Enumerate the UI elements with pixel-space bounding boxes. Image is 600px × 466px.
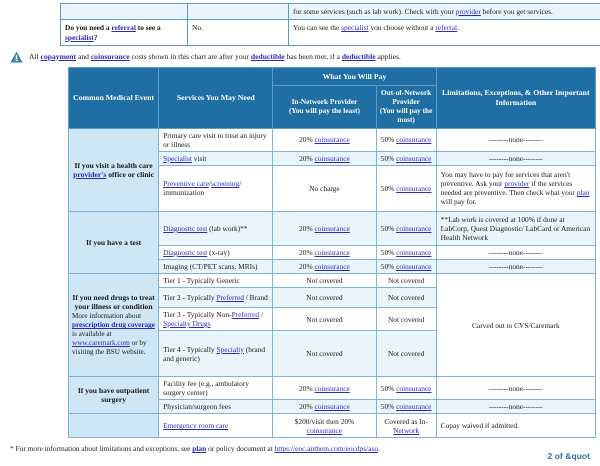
inline-text: Copay waived if admitted. bbox=[441, 421, 519, 430]
out-of-network-cost-cell bbox=[376, 377, 436, 400]
inline-link[interactable]: Diagnostic test bbox=[163, 248, 207, 257]
inline-text: for some services (such as lab work). Check with your bbox=[293, 7, 456, 16]
medical-event-note bbox=[72, 312, 155, 357]
limitations-cell bbox=[436, 128, 595, 151]
inline-text: visit bbox=[192, 154, 207, 163]
inline-text: --------none-------- bbox=[489, 384, 543, 393]
inline-text: * For more information about limitations and exceptions, see bbox=[10, 444, 192, 453]
medical-event-label bbox=[72, 386, 155, 405]
table-row bbox=[69, 211, 596, 245]
inline-link[interactable]: Specialty Drugs bbox=[163, 319, 210, 328]
inline-text: Tier 2 - Typically bbox=[163, 293, 216, 302]
col-header-what-you-will-pay: What You Will Pay bbox=[273, 67, 436, 86]
inline-text: You can see the bbox=[293, 23, 341, 32]
continuation-middle-cell bbox=[188, 4, 289, 20]
inline-text: Not covered bbox=[306, 315, 342, 324]
inline-text: . bbox=[457, 23, 459, 32]
inline-link[interactable]: referral bbox=[435, 23, 457, 32]
in-network-label: In-Network Provider bbox=[292, 97, 358, 106]
inline-text: (lab work)** bbox=[207, 224, 247, 233]
inline-text: or by visiting the BSU website. bbox=[72, 339, 147, 356]
out-of-network-cost-cell bbox=[376, 273, 436, 287]
inline-link[interactable]: coinsurance bbox=[91, 52, 130, 61]
inline-text: Not covered bbox=[306, 276, 342, 285]
inline-text: 20% bbox=[299, 224, 314, 233]
in-network-cost-cell bbox=[273, 414, 376, 438]
inline-text: is available at bbox=[72, 330, 112, 338]
inline-text: 20% bbox=[299, 135, 314, 144]
col-header-out-of-network bbox=[376, 86, 436, 129]
out-of-network-cost-cell bbox=[376, 400, 436, 414]
inline-link[interactable]: coinsurance bbox=[315, 262, 350, 271]
inline-link[interactable]: screening bbox=[211, 179, 239, 188]
inline-text: 50% bbox=[381, 184, 396, 193]
inline-link[interactable]: coinsurance bbox=[396, 248, 431, 257]
inline-text: Do you need a bbox=[65, 23, 111, 32]
medical-event-label bbox=[72, 161, 155, 180]
benefits-table-head bbox=[69, 67, 596, 128]
in-network-cost-cell bbox=[273, 377, 376, 400]
inline-text: **Lab work is covered at 100% if done at LabCorp, Quest Diagnostic/ LabCard or American Health Network bbox=[441, 215, 590, 242]
inline-link[interactable]: provider bbox=[504, 179, 529, 188]
in-network-cost-cell bbox=[273, 211, 376, 245]
medical-event-cell bbox=[69, 128, 159, 211]
table-row bbox=[69, 128, 596, 151]
header-row-top bbox=[69, 67, 596, 86]
inline-text: 50% bbox=[381, 248, 396, 257]
out-network-sublabel: (You will pay the most) bbox=[380, 106, 433, 124]
out-of-network-cost-cell bbox=[376, 165, 436, 211]
col-header-in-network bbox=[273, 86, 376, 129]
inline-link[interactable]: provider bbox=[456, 7, 481, 16]
inline-text: Tier 1 - Typically Generic bbox=[163, 276, 240, 285]
inline-text: / Brand bbox=[244, 293, 268, 302]
in-network-cost-cell bbox=[273, 151, 376, 165]
inline-text: 50% bbox=[381, 384, 396, 393]
in-network-cost-cell bbox=[273, 400, 376, 414]
warning-triangle-icon bbox=[10, 51, 23, 63]
inline-text: Not covered bbox=[306, 293, 342, 302]
service-cell bbox=[159, 151, 273, 165]
medical-event-cell bbox=[69, 211, 159, 273]
medical-event-label bbox=[72, 238, 155, 247]
medical-event-cell bbox=[69, 377, 159, 414]
col-header-services-you-may-need: Services You May Need bbox=[159, 67, 273, 128]
inline-text: Imaging (CT/PET scans, MRIs) bbox=[163, 262, 257, 271]
service-cell bbox=[159, 128, 273, 151]
inline-text: has been met, if a bbox=[285, 52, 342, 61]
service-cell bbox=[159, 211, 273, 245]
inline-text: 50% bbox=[381, 154, 396, 163]
inline-text: Facility fee (e.g., ambulatory surgery center) bbox=[163, 379, 249, 397]
inline-text: / bbox=[209, 179, 211, 188]
footnote bbox=[10, 444, 600, 454]
inline-text: $200/visit then 20% bbox=[295, 417, 355, 426]
inline-link[interactable]: https://eoc.anthem.com/eocdps/aso bbox=[275, 444, 378, 453]
inline-text: and bbox=[76, 52, 91, 61]
page-number: 2 of &quot bbox=[548, 451, 590, 461]
inline-text: will pay for. bbox=[441, 197, 477, 206]
inline-link[interactable]: Specialty bbox=[216, 345, 244, 354]
inline-link[interactable]: deductible bbox=[251, 52, 285, 61]
out-of-network-cost-cell bbox=[376, 211, 436, 245]
inline-link[interactable]: Network bbox=[393, 426, 419, 435]
inline-link[interactable]: plan bbox=[577, 188, 590, 197]
inline-text: --------none-------- bbox=[489, 262, 543, 271]
continuation-answer-cell bbox=[289, 4, 600, 20]
service-cell bbox=[159, 165, 273, 211]
inline-text: 50% bbox=[381, 135, 396, 144]
out-of-network-cost-cell bbox=[376, 128, 436, 151]
inline-text: Not covered bbox=[388, 293, 424, 302]
inline-text: if the services needed are preventive. Then check what your bbox=[441, 179, 577, 197]
inline-text: Not covered bbox=[388, 349, 424, 358]
col-header-limitations: Limitations, Exceptions, & Other Important Information bbox=[436, 67, 595, 128]
service-cell bbox=[159, 414, 273, 438]
inline-text: 20% bbox=[299, 384, 314, 393]
out-of-network-cost-cell bbox=[376, 245, 436, 259]
inline-link[interactable]: coinsurance bbox=[396, 224, 431, 233]
inline-text: you choose without a bbox=[369, 23, 436, 32]
inline-text: --------none-------- bbox=[489, 402, 543, 411]
table-row bbox=[61, 20, 600, 46]
limitations-cell bbox=[436, 165, 595, 211]
service-cell bbox=[159, 377, 273, 400]
inline-text: More information about bbox=[72, 312, 141, 320]
inline-text: 20% bbox=[299, 154, 314, 163]
inline-text: . bbox=[378, 444, 380, 453]
inline-text: No charge bbox=[309, 184, 339, 193]
table-row bbox=[69, 273, 596, 287]
inline-link[interactable]: coinsurance bbox=[396, 184, 431, 193]
inline-text: (brand and generic) bbox=[163, 345, 265, 363]
inline-text: If you have a test bbox=[86, 238, 141, 247]
inline-link[interactable]: Preventive care bbox=[163, 179, 209, 188]
inline-link[interactable]: coinsurance bbox=[307, 426, 342, 435]
inline-text: Not covered bbox=[306, 349, 342, 358]
inline-link[interactable]: prescription drug coverage bbox=[72, 321, 155, 329]
inline-text: Not covered bbox=[388, 315, 424, 324]
limitations-cell bbox=[436, 273, 595, 376]
limitations-cell bbox=[436, 400, 595, 414]
inline-text: (x-ray) bbox=[207, 248, 229, 257]
out-of-network-cost-cell bbox=[376, 151, 436, 165]
referral-value-cell: No. bbox=[188, 20, 289, 46]
service-cell bbox=[159, 331, 273, 377]
limitations-cell bbox=[436, 377, 595, 400]
benefits-table bbox=[68, 67, 596, 438]
in-network-cost-cell bbox=[273, 288, 376, 308]
inline-link[interactable]: Emergency room care bbox=[163, 421, 228, 430]
inline-text: ? bbox=[94, 33, 98, 42]
in-network-cost-cell bbox=[273, 245, 376, 259]
inline-text: 50% bbox=[381, 262, 396, 271]
inline-link[interactable]: coinsurance bbox=[396, 402, 431, 411]
deductible-notice-text bbox=[29, 51, 401, 62]
inline-text: Primary care visit to treat an injury or illness bbox=[163, 131, 266, 149]
table-row bbox=[69, 414, 596, 438]
medical-event-label bbox=[72, 293, 155, 312]
medical-event-cell bbox=[69, 273, 159, 376]
service-cell bbox=[159, 288, 273, 308]
inline-link[interactable]: coinsurance bbox=[315, 384, 350, 393]
inline-link[interactable]: www.caremark.com bbox=[72, 339, 130, 347]
inline-link[interactable]: coinsurance bbox=[315, 154, 350, 163]
referral-question-cell bbox=[61, 20, 188, 46]
service-cell bbox=[159, 259, 273, 273]
out-of-network-cost-cell bbox=[376, 331, 436, 377]
inline-text: If you visit a health care bbox=[75, 161, 153, 170]
inline-link[interactable]: Preferred bbox=[232, 310, 260, 319]
inline-text: to see a bbox=[136, 23, 161, 32]
inline-link[interactable]: referral bbox=[111, 23, 135, 32]
inline-text: --------none-------- bbox=[489, 248, 543, 257]
benefits-table-body bbox=[69, 128, 596, 437]
inline-link[interactable]: coinsurance bbox=[315, 402, 350, 411]
inline-text: Not covered bbox=[388, 276, 424, 285]
deductible-notice bbox=[10, 51, 600, 63]
service-cell bbox=[159, 273, 273, 287]
inline-link[interactable]: coinsurance bbox=[396, 154, 431, 163]
inline-text: You may have to pay for services that aren't preventive. Ask your bbox=[441, 170, 570, 188]
inline-link[interactable]: Specialist bbox=[163, 154, 192, 163]
inline-text: Carved out to CVS/Caremark bbox=[472, 321, 560, 330]
medical-event-cell bbox=[69, 414, 159, 438]
inline-text: Tier 3 - Typically Non- bbox=[163, 310, 231, 319]
service-cell bbox=[159, 245, 273, 259]
in-network-cost-cell bbox=[273, 273, 376, 287]
inline-link[interactable]: specialist bbox=[65, 33, 94, 42]
inline-link[interactable]: coinsurance bbox=[315, 248, 350, 257]
inline-link[interactable]: deductible bbox=[342, 52, 376, 61]
out-of-network-cost-cell bbox=[376, 288, 436, 308]
inline-text: If you have outpatient surgery bbox=[78, 386, 150, 404]
in-network-sublabel: (You will pay the least) bbox=[289, 106, 360, 115]
continuation-table bbox=[60, 3, 600, 46]
inline-text: applies. bbox=[376, 52, 401, 61]
in-network-cost-cell bbox=[273, 308, 376, 331]
inline-text: All bbox=[29, 52, 41, 61]
inline-link[interactable]: plan bbox=[192, 444, 206, 453]
inline-text: Physician/surgeon fees bbox=[163, 402, 231, 411]
in-network-cost-cell bbox=[273, 128, 376, 151]
inline-text: If you need drugs to treat your illness or condition bbox=[72, 293, 154, 311]
out-network-label: Out-of-Network Provider bbox=[381, 88, 431, 106]
inline-link[interactable]: Preferred bbox=[216, 293, 244, 302]
in-network-cost-cell bbox=[273, 165, 376, 211]
out-of-network-cost-cell bbox=[376, 308, 436, 331]
inline-text: / immunization bbox=[163, 179, 241, 197]
inline-link[interactable]: Diagnostic test bbox=[163, 224, 207, 233]
service-cell bbox=[159, 308, 273, 331]
inline-text: Covered as In- bbox=[384, 417, 428, 426]
limitations-cell bbox=[436, 414, 595, 438]
table-row bbox=[61, 4, 600, 20]
inline-link[interactable]: coinsurance bbox=[315, 224, 350, 233]
inline-text: before you get services. bbox=[481, 7, 553, 16]
inline-text: 50% bbox=[381, 402, 396, 411]
document-page bbox=[0, 3, 600, 466]
inline-link[interactable]: copayment bbox=[41, 52, 76, 61]
limitations-cell bbox=[436, 245, 595, 259]
referral-detail-cell bbox=[289, 20, 600, 46]
inline-link[interactable]: specialist bbox=[341, 23, 369, 32]
table-row bbox=[69, 377, 596, 400]
inline-link[interactable]: coinsurance bbox=[396, 135, 431, 144]
continuation-table-body bbox=[61, 4, 600, 46]
continuation-label-cell bbox=[61, 4, 188, 20]
out-of-network-cost-cell bbox=[376, 259, 436, 273]
inline-text: or policy document at bbox=[206, 444, 274, 453]
inline-link[interactable]: coinsurance bbox=[396, 384, 431, 393]
inline-link[interactable]: provider's bbox=[73, 170, 106, 179]
inline-text: 20% bbox=[299, 402, 314, 411]
inline-text: office or clinic bbox=[106, 170, 154, 179]
limitations-cell bbox=[436, 211, 595, 245]
inline-text: 20% bbox=[299, 262, 314, 271]
col-header-common-medical-event: Common Medical Event bbox=[69, 67, 159, 128]
inline-text: / bbox=[259, 310, 263, 319]
limitations-cell bbox=[436, 151, 595, 165]
inline-link[interactable]: coinsurance bbox=[396, 262, 431, 271]
out-of-network-cost-cell bbox=[376, 414, 436, 438]
limitations-cell bbox=[436, 259, 595, 273]
inline-text: 20% bbox=[299, 248, 314, 257]
inline-text: --------none-------- bbox=[489, 135, 543, 144]
inline-text: costs shown in this chart are after your bbox=[130, 52, 251, 61]
inline-text: 50% bbox=[381, 224, 396, 233]
inline-text: Tier 4 - Typically bbox=[163, 345, 216, 354]
in-network-cost-cell bbox=[273, 259, 376, 273]
service-cell bbox=[159, 400, 273, 414]
inline-text: --------none-------- bbox=[489, 154, 543, 163]
in-network-cost-cell bbox=[273, 331, 376, 377]
inline-link[interactable]: coinsurance bbox=[315, 135, 350, 144]
